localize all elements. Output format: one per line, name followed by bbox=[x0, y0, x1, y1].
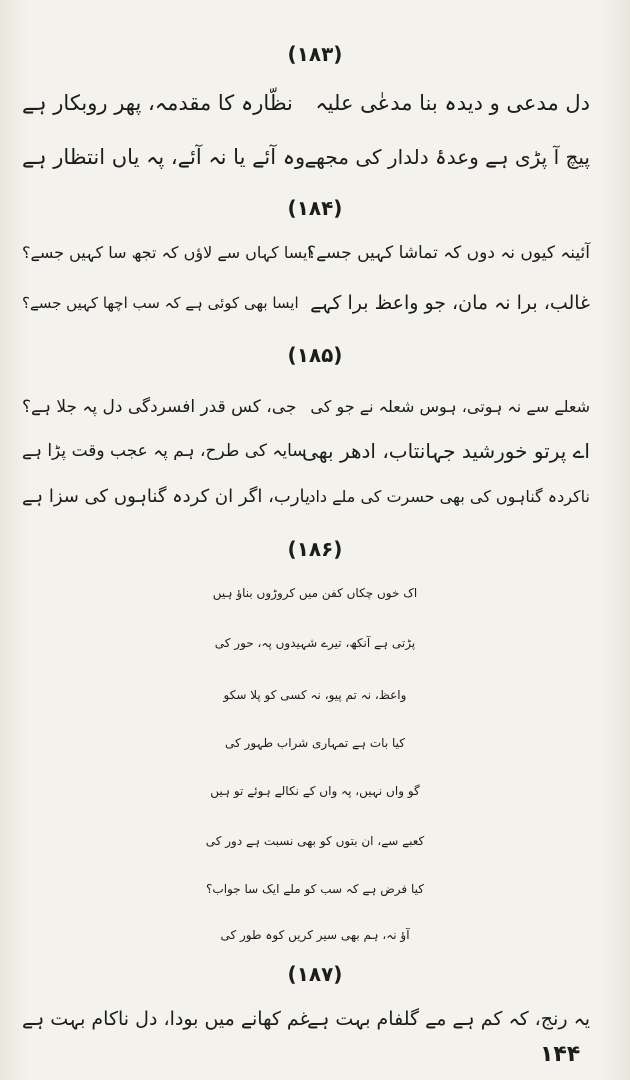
misra-first: پیچ آ پڑی ہے وعدۂ دلدار کی مجھے bbox=[304, 145, 590, 169]
misra-first: غالب، برا نہ مان، جو واعظ برا کہے bbox=[310, 292, 590, 314]
verse-line: کعبے سے، ان بتوں کو بھی نسبت ہے دور کی bbox=[205, 834, 425, 848]
misra-second: سایہ کی طرح، ہم پہ عجب وقت پڑا ہے bbox=[22, 441, 307, 461]
verse-line: کیا فرض ہے کہ سب کو ملے ایک سا جواب؟ bbox=[206, 882, 424, 896]
ghazal-number: (۱۸۳) bbox=[287, 42, 343, 66]
ghazal-number: (۱۸۷) bbox=[287, 962, 343, 986]
ghazal-number: (۱۸۴) bbox=[287, 196, 343, 220]
misra-first: یہ رنج، کہ کم ہے مے گلفام بہت ہے bbox=[307, 1008, 590, 1030]
misra-second: جی، کس قدر افسردگی دل پہ جلا ہے؟ bbox=[22, 397, 297, 417]
misra-first: دل مدعی و دیدہ بنا مدعٰی علیہ bbox=[315, 91, 590, 115]
verse-line: اک خوں چکاں کفن میں کروڑوں بناؤ ہیں bbox=[212, 586, 418, 600]
misra-first: شعلے سے نہ ہوتی، ہوس شعلہ نے جو کی bbox=[310, 397, 590, 416]
misra-first: اے پرتو خورشید جہانتاب، ادھر بھی bbox=[302, 439, 590, 463]
verse-line: آؤ نہ، ہم بھی سیر کریں کوہ طور کی bbox=[220, 928, 410, 942]
verse-line: پڑتی ہے آنکھ، تیرے شہیدوں پہ، حور کی bbox=[214, 636, 416, 650]
ghazal-number: (۱۸۶) bbox=[287, 537, 343, 561]
misra-second: وہ آئے یا نہ آئے، پہ یاں انتظار ہے bbox=[22, 145, 306, 169]
misra-second: ایسا بھی کوئی ہے کہ سب اچھا کہیں جسے؟ bbox=[22, 294, 299, 312]
misra-first: ناکردہ گناہوں کی بھی حسرت کی ملے داد bbox=[308, 487, 590, 506]
misra-first: آئینہ کیوں نہ دوں کہ تماشا کہیں جسے؟ bbox=[307, 243, 590, 263]
verse-line: کیا بات ہے تمہاری شراب طہور کی bbox=[225, 736, 405, 750]
page-number: ۱۴۴ bbox=[540, 1042, 581, 1067]
ghazal-number: (۱۸۵) bbox=[287, 343, 343, 367]
verse-line: گو واں نہیں، پہ واں کے نکالے ہوئے تو ہیں bbox=[210, 784, 420, 798]
misra-second: نظّارہ کا مقدمہ، پھر روبکار ہے bbox=[22, 91, 293, 115]
verse-line: واعظ، نہ تم پیو، نہ کسی کو پلا سکو bbox=[223, 688, 407, 702]
misra-second: ایسا کہاں سے لاؤں کہ تجھ سا کہیں جسے؟ bbox=[22, 243, 312, 262]
misra-second: یارب، اگر ان کردہ گناہوں کی سزا ہے bbox=[22, 486, 311, 507]
misra-second: غم کھانے میں بودا، دل ناکام بہت ہے bbox=[22, 1008, 310, 1030]
